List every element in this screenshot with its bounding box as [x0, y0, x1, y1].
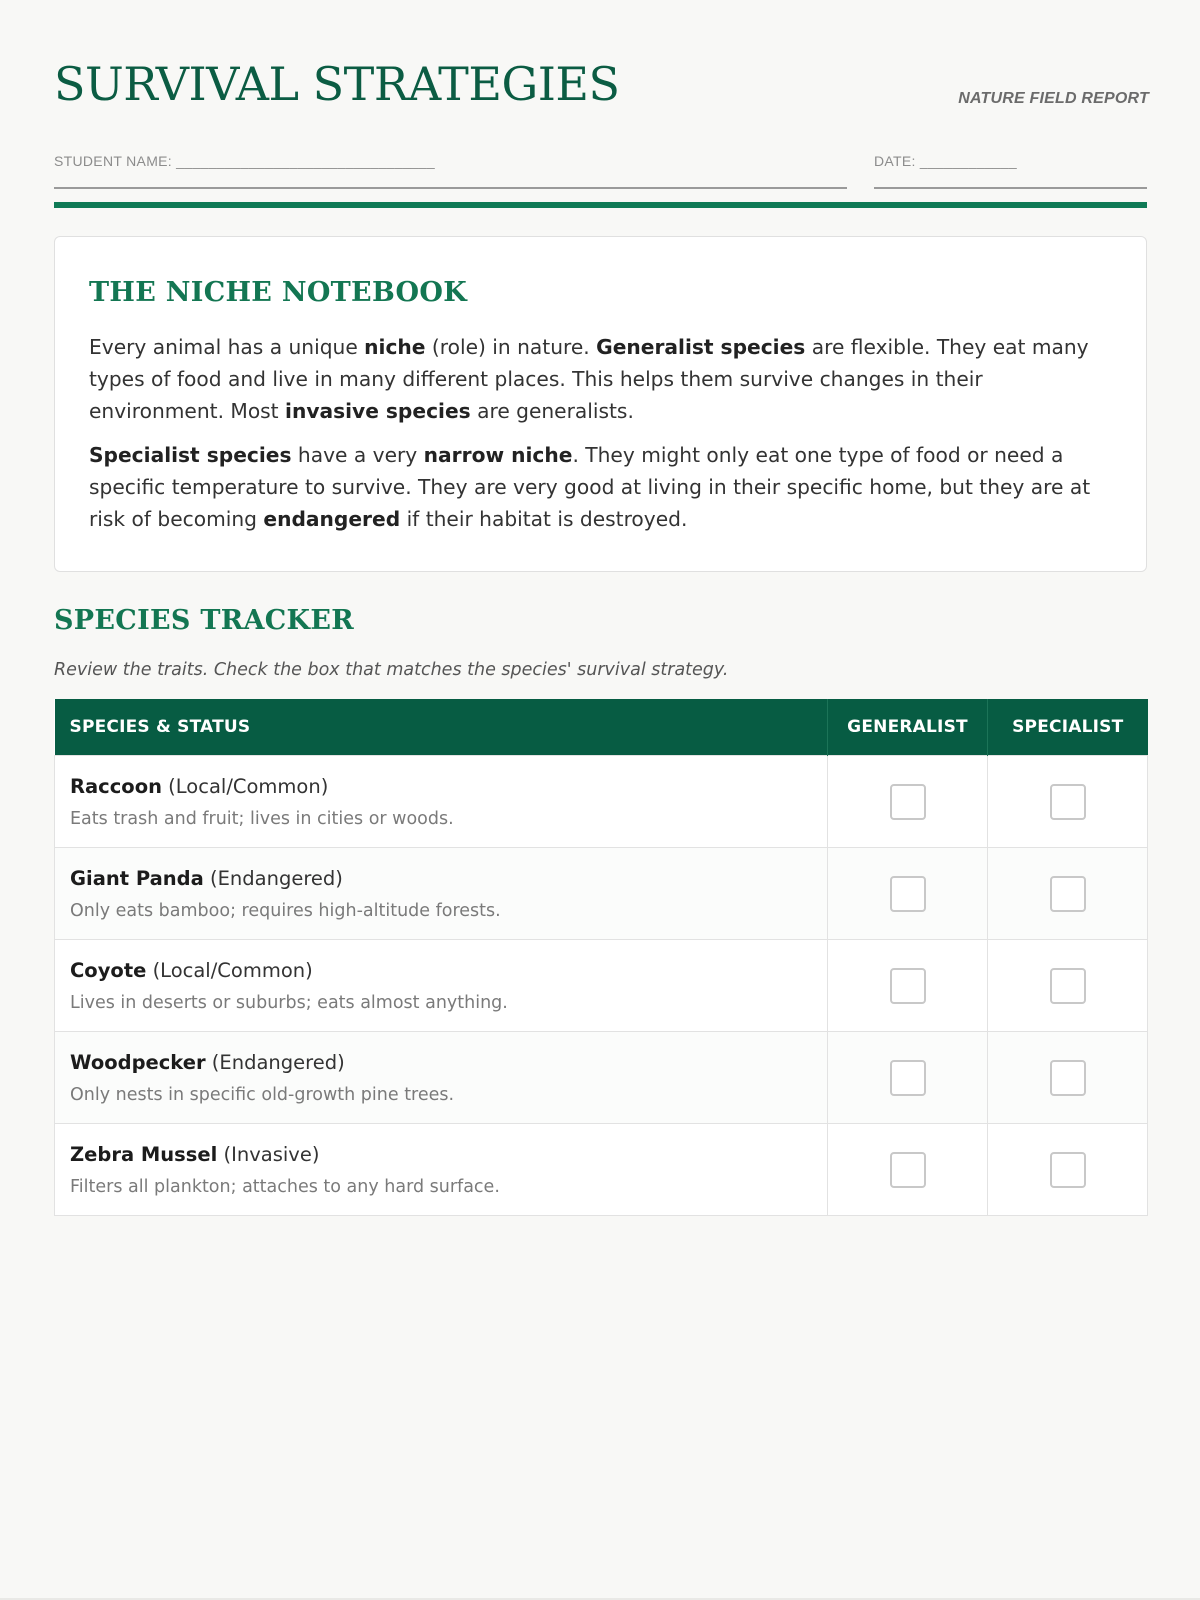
generalist-cell [828, 848, 988, 940]
species-status: (Local/Common) [161, 774, 329, 798]
species-cell [55, 848, 828, 940]
date-field[interactable] [874, 125, 1147, 189]
text-run: (role) in nature. [425, 335, 597, 359]
table-header-row [55, 699, 1148, 756]
table-row [55, 1032, 1148, 1124]
species-cell [55, 756, 828, 848]
species-line [70, 866, 812, 892]
student-name-field[interactable] [54, 125, 847, 189]
generalist-checkbox[interactable] [890, 1060, 926, 1096]
generalist-cell [828, 1124, 988, 1216]
generalist-checkbox[interactable] [890, 784, 926, 820]
species-tracker-title: SPECIES TRACKER [54, 605, 354, 636]
species-status: (Local/Common) [146, 958, 313, 982]
species-status: (Endangered) [205, 1050, 345, 1074]
species-description: Filters all plankton; attaches to any hard surface. [70, 1176, 500, 1197]
table-row [55, 940, 1148, 1032]
term-generalist-species: Generalist species [596, 335, 806, 359]
specialist-checkbox[interactable] [1050, 876, 1086, 912]
species-line [70, 1050, 812, 1076]
species-name: Giant Panda [70, 866, 204, 890]
specialist-cell [988, 1124, 1148, 1216]
notebook-title: THE NICHE NOTEBOOK [89, 277, 467, 308]
date-label: DATE: ____________ [874, 153, 1017, 169]
text-run: if their habitat is destroyed. [400, 507, 688, 531]
text-run: . They might only eat one type of food or need a specific temperature to survive. They are very good at living in their specific home, but they are at risk of becoming [89, 443, 1091, 531]
specialist-cell [988, 1032, 1148, 1124]
table-row [55, 848, 1148, 940]
species-cell [55, 940, 828, 1032]
specialist-checkbox[interactable] [1050, 1152, 1086, 1188]
generalist-checkbox[interactable] [890, 1152, 926, 1188]
species-line [70, 958, 812, 984]
table-row [55, 756, 1148, 848]
student-name-label: STUDENT NAME: ________________________________ [54, 153, 435, 169]
specialist-checkbox[interactable] [1050, 1060, 1086, 1096]
page-header [54, 0, 1147, 125]
specialist-cell [988, 756, 1148, 848]
page-subtitle: NATURE FIELD REPORT [958, 90, 1149, 107]
generalist-cell [828, 756, 988, 848]
notebook-paragraph-1 [89, 331, 1109, 427]
specialist-checkbox[interactable] [1050, 968, 1086, 1004]
notebook-paragraph-2 [89, 439, 1109, 535]
term-narrow-niche: narrow niche [423, 443, 573, 467]
species-cell [55, 1032, 828, 1124]
tracker-instructions: Review the traits. Check the box that matches the species' survival strategy. [54, 660, 729, 680]
term-niche: niche [364, 335, 426, 359]
notebook-body [89, 331, 1109, 547]
specialist-cell [988, 848, 1148, 940]
species-description: Eats trash and fruit; lives in cities or woods. [70, 808, 454, 829]
species-description: Only nests in specific old-growth pine trees. [70, 1084, 455, 1105]
species-status: (Invasive) [217, 1142, 320, 1166]
text-run: have a very [291, 443, 424, 467]
header-divider [54, 202, 1147, 208]
worksheet-page [54, 0, 1149, 1197]
page-title: SURVIVAL STRATEGIES [54, 57, 620, 111]
column-header-specialist: SPECIALIST [988, 699, 1148, 756]
text-run: Every animal has a unique [89, 335, 365, 359]
species-name: Woodpecker [70, 1050, 206, 1074]
table-row [55, 1124, 1148, 1216]
student-fields [54, 125, 1147, 203]
species-line [70, 774, 812, 800]
specialist-cell [988, 940, 1148, 1032]
text-run: are generalists. [470, 399, 634, 423]
species-tracker-table [54, 699, 1148, 1216]
species-description: Only eats bamboo; requires high-altitude forests. [70, 900, 501, 921]
specialist-checkbox[interactable] [1050, 784, 1086, 820]
term-specialist-species: Specialist species [89, 443, 292, 467]
generalist-cell [828, 940, 988, 1032]
species-status: (Endangered) [203, 866, 343, 890]
column-header-generalist: GENERALIST [828, 699, 988, 756]
species-description: Lives in deserts or suburbs; eats almost anything. [70, 992, 508, 1013]
species-cell [55, 1124, 828, 1216]
generalist-checkbox[interactable] [890, 876, 926, 912]
generalist-checkbox[interactable] [890, 968, 926, 1004]
text-run: are flexible. They eat many types of food and live in many different places. This helps them survive changes in their environment. Most [89, 335, 1089, 423]
species-name: Zebra Mussel [70, 1142, 218, 1166]
species-line [70, 1142, 812, 1168]
term-endangered: endangered [263, 507, 401, 531]
niche-notebook-card [54, 236, 1147, 572]
species-name: Raccoon [70, 774, 162, 798]
generalist-cell [828, 1032, 988, 1124]
column-header-species: SPECIES & STATUS [55, 699, 828, 756]
term-invasive-species: invasive species [285, 399, 471, 423]
species-name: Coyote [70, 958, 147, 982]
